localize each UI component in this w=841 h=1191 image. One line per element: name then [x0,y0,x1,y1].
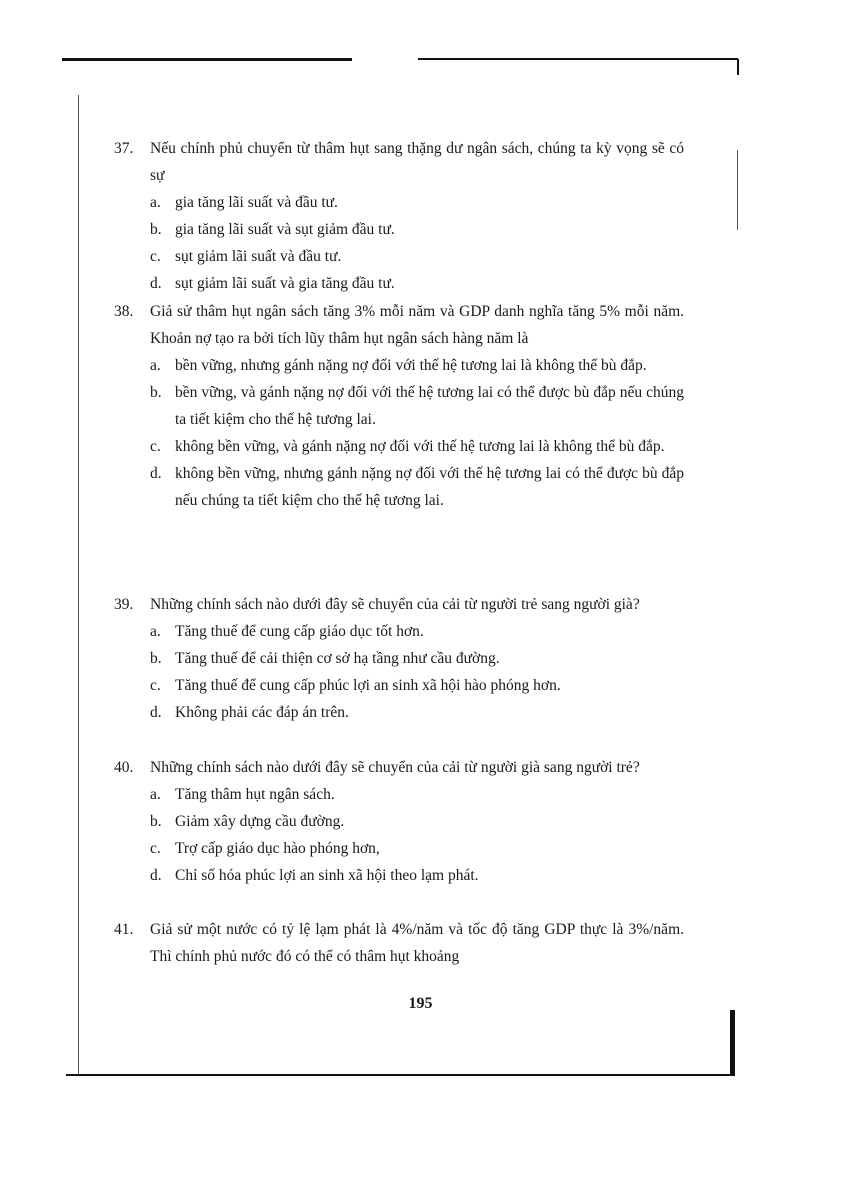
option-list [150,781,684,889]
scan-border-top-right [418,58,738,60]
question-number: 37. [114,140,134,157]
page-number: 195 [408,995,433,1012]
scan-border-bottom [66,1074,732,1076]
question-38 [114,298,684,514]
option-c: c. không bền vững, và gánh nặng nợ đối với thế hệ tương lai là không thể bù đắp. [150,438,665,455]
option-b: b. Giảm xây dựng cầu đường. [150,813,345,830]
question-text: Nếu chính phủ chuyển từ thâm hụt sang thặng dư ngân sách, chúng ta kỳ vọng sẽ có sự [150,140,684,184]
option-d: d. sụt giảm lãi suất và gia tăng đầu tư. [150,275,395,292]
option-list [150,352,684,514]
option-c: c. Trợ cấp giáo dục hào phóng hơn, [150,840,380,857]
option-c: c. Tăng thuế để cung cấp phúc lợi an sinh xã hội hào phóng hơn. [150,677,561,694]
option-d: d. Không phải các đáp án trên. [150,704,349,721]
question-text: Giả sử thâm hụt ngân sách tăng 3% mỗi năm và GDP danh nghĩa tăng 5% mỗi năm. Khoản nợ tạo ra bởi tích lũy thâm hụt ngân sách hàng năm là [150,303,684,347]
question-text: Những chính sách nào dưới đây sẽ chuyển của cải từ người già sang người trẻ? [150,759,640,776]
option-a: a. Tăng thuế để cung cấp giáo dục tốt hơn. [150,623,424,640]
scan-border-right-hook [737,59,739,75]
question-number: 40. [114,759,134,776]
scan-border-left [78,95,79,1075]
option-a: a. bền vững, nhưng gánh nặng nợ đối với thế hệ tương lai là không thể bù đắp. [150,357,647,374]
question-41 [114,916,684,970]
option-d: d. không bền vững, nhưng gánh nặng nợ đối với thế hệ tương lai có thể được bù đắp nếu chúng ta tiết kiệm cho thế hệ tương lai. [150,465,684,509]
option-b: b. bền vững, và gánh nặng nợ đối với thế hệ tương lai có thể được bù đắp nếu chúng ta tiết kiệm cho thế hệ tương lai. [150,384,684,428]
scan-border-top-left [62,58,352,61]
question-number: 39. [114,596,134,613]
scan-border-bottom-right-hook [730,1010,735,1076]
option-a: a. Tăng thâm hụt ngân sách. [150,786,335,803]
question-39 [114,591,684,726]
option-c: c. sụt giảm lãi suất và đầu tư. [150,248,342,265]
option-b: b. Tăng thuế để cải thiện cơ sở hạ tầng như cầu đường. [150,650,500,667]
question-text: Những chính sách nào dưới đây sẽ chuyển của cải từ người trẻ sang người già? [150,596,640,613]
question-40 [114,754,684,889]
question-37 [114,135,684,297]
option-list [150,618,684,726]
question-text: Giả sử một nước có tỷ lệ lạm phát là 4%/năm và tốc độ tăng GDP thực là 3%/năm. Thì chính phủ nước đó có thể có thâm hụt khoảng [150,921,684,965]
option-list [150,189,684,297]
option-d: d. Chỉ số hóa phúc lợi an sinh xã hội theo lạm phát. [150,867,479,884]
option-a: a. gia tăng lãi suất và đầu tư. [150,194,338,211]
question-number: 41. [114,921,134,938]
question-number: 38. [114,303,134,320]
scan-border-right [737,150,738,230]
option-b: b. gia tăng lãi suất và sụt giảm đầu tư. [150,221,395,238]
